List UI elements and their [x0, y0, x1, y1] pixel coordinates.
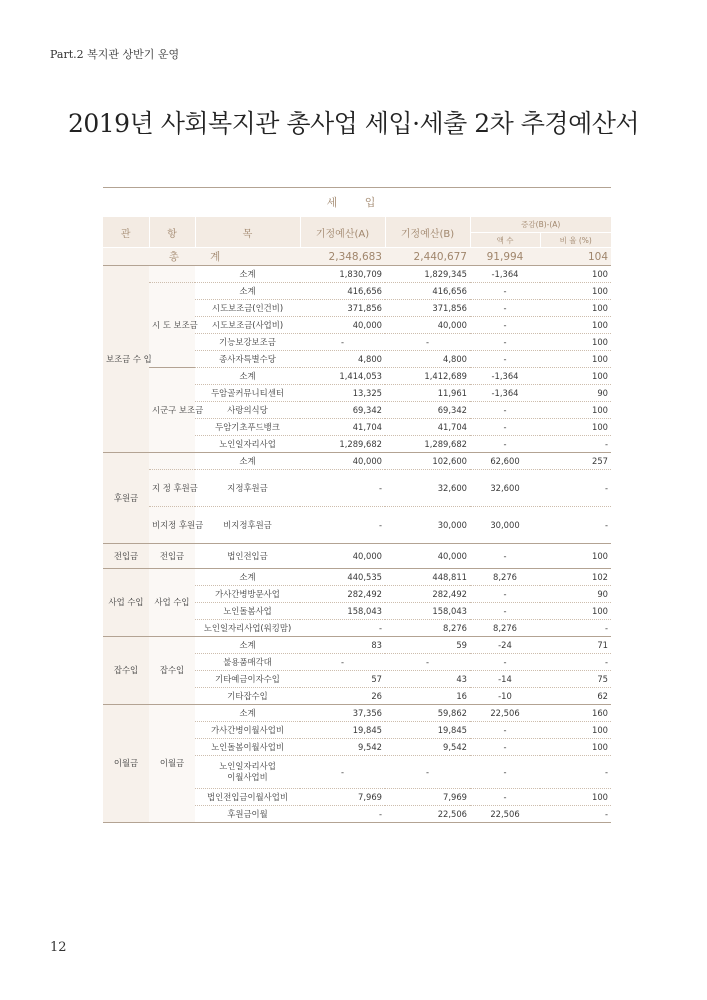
hang-cell: 잡수입	[149, 637, 195, 705]
hang-cell-empty	[149, 266, 195, 283]
diff-cell: -	[470, 300, 540, 317]
hang-cell: 시군구 보조금	[149, 368, 195, 453]
budget-table	[103, 217, 611, 823]
gwan-cell: 사업 수입	[103, 569, 149, 637]
mok-cell: 소계	[195, 453, 300, 470]
table-row	[103, 637, 611, 654]
prev-cell: 41,704	[300, 419, 385, 436]
ratio-cell: 100	[540, 789, 611, 806]
curr-cell: 102,600	[385, 453, 470, 470]
mok-cell: 불용품매각대	[195, 654, 300, 671]
mok-cell: 시도보조금(인건비)	[195, 300, 300, 317]
prev-cell: 9,542	[300, 739, 385, 756]
curr-cell: 30,000	[385, 507, 470, 544]
ratio-cell: -	[540, 507, 611, 544]
column-header-curr-budget: 기정예산(B)	[385, 217, 470, 248]
ratio-cell: 100	[540, 266, 611, 283]
ratio-cell: -	[540, 470, 611, 507]
ratio-cell: 160	[540, 705, 611, 722]
table-row	[103, 266, 611, 283]
diff-cell: -1,364	[470, 266, 540, 283]
page-number: 12	[50, 940, 67, 955]
total-row	[103, 248, 611, 266]
table-row	[103, 705, 611, 722]
curr-cell: 4,800	[385, 351, 470, 368]
mok-cell: 기타예금이자수입	[195, 671, 300, 688]
diff-cell: -	[470, 756, 540, 789]
column-header-prev-budget: 기정예산(A)	[300, 217, 385, 248]
curr-cell: 32,600	[385, 470, 470, 507]
diff-cell: -	[470, 654, 540, 671]
prev-cell: 40,000	[300, 544, 385, 569]
curr-cell: 11,961	[385, 385, 470, 402]
mok-cell: 노인돌봄이월사업비	[195, 739, 300, 756]
hang-cell: 이월금	[149, 705, 195, 823]
prev-cell: 158,043	[300, 603, 385, 620]
diff-cell: 62,600	[470, 453, 540, 470]
mok-cell: 비지정후원금	[195, 507, 300, 544]
page-title: 2019년 사회복지관 총사업 세입·세출 2차 추경예산서	[67, 109, 640, 138]
table-header-row	[103, 217, 611, 233]
prev-cell: 57	[300, 671, 385, 688]
mok-cell: 노인일자리사업(워킹맘)	[195, 620, 300, 637]
prev-cell: 440,535	[300, 569, 385, 586]
ratio-cell: -	[540, 806, 611, 823]
prev-cell: 416,656	[300, 283, 385, 300]
curr-cell: 40,000	[385, 317, 470, 334]
prev-cell: 13,325	[300, 385, 385, 402]
column-header-amount: 액 수	[470, 233, 540, 248]
curr-cell: 40,000	[385, 544, 470, 569]
ratio-cell: 62	[540, 688, 611, 705]
diff-cell: -	[470, 436, 540, 453]
table-row	[103, 368, 611, 385]
ratio-cell: 100	[540, 300, 611, 317]
gwan-cell: 잡수입	[103, 637, 149, 705]
prev-cell: 282,492	[300, 586, 385, 603]
mok-cell: 가사간병이월사업비	[195, 722, 300, 739]
prev-cell: 37,356	[300, 705, 385, 722]
prev-cell: 4,800	[300, 351, 385, 368]
mok-cell: 가사간병방문사업	[195, 586, 300, 603]
curr-cell: 43	[385, 671, 470, 688]
curr-cell: 69,342	[385, 402, 470, 419]
total-curr: 2,440,677	[385, 248, 470, 266]
gwan-cell: 후원금	[103, 453, 149, 544]
diff-cell: -14	[470, 671, 540, 688]
prev-cell: -	[300, 806, 385, 823]
ratio-cell: 90	[540, 586, 611, 603]
hang-cell: 지 정 후원금	[149, 470, 195, 507]
ratio-cell: 100	[540, 739, 611, 756]
gwan-cell: 전입금	[103, 544, 149, 569]
curr-cell: 1,412,689	[385, 368, 470, 385]
ratio-cell: -	[540, 756, 611, 789]
diff-cell: 32,600	[470, 470, 540, 507]
prev-cell: 1,289,682	[300, 436, 385, 453]
mok-cell: 노인일자리사업	[195, 436, 300, 453]
curr-cell: -	[385, 756, 470, 789]
diff-cell: 8,276	[470, 620, 540, 637]
diff-cell: -	[470, 603, 540, 620]
column-header-hang: 항	[149, 217, 195, 248]
mok-cell: 노인돌봄사업	[195, 603, 300, 620]
curr-cell: 8,276	[385, 620, 470, 637]
prev-cell: -	[300, 756, 385, 789]
gwan-cell: 보조금 수 입	[103, 266, 149, 453]
mok-cell: 기능보강보조금	[195, 334, 300, 351]
curr-cell: 41,704	[385, 419, 470, 436]
mok-cell: 법인전입금	[195, 544, 300, 569]
gwan-cell: 이월금	[103, 705, 149, 823]
column-header-ratio: 비 율 (%)	[540, 233, 611, 248]
prev-cell: -	[300, 654, 385, 671]
curr-cell: 59,862	[385, 705, 470, 722]
curr-cell: 19,845	[385, 722, 470, 739]
ratio-cell: -	[540, 436, 611, 453]
hang-cell: 전입금	[149, 544, 195, 569]
column-header-gwan: 관	[103, 217, 149, 248]
diff-cell: -	[470, 722, 540, 739]
mok-cell: 지정후원금	[195, 470, 300, 507]
column-header-diff: 증감(B)-(A)	[470, 217, 611, 233]
curr-cell: -	[385, 654, 470, 671]
curr-cell: 7,969	[385, 789, 470, 806]
curr-cell: 282,492	[385, 586, 470, 603]
ratio-cell: 100	[540, 317, 611, 334]
prev-cell: -	[300, 507, 385, 544]
curr-cell: 22,506	[385, 806, 470, 823]
prev-cell: 83	[300, 637, 385, 654]
prev-cell: 7,969	[300, 789, 385, 806]
total-ratio: 104	[540, 248, 611, 266]
prev-cell: 1,414,053	[300, 368, 385, 385]
table-row	[103, 544, 611, 569]
diff-cell: -	[470, 789, 540, 806]
curr-cell: -	[385, 334, 470, 351]
mok-cell: 소계	[195, 368, 300, 385]
ratio-cell: 100	[540, 544, 611, 569]
curr-cell: 1,829,345	[385, 266, 470, 283]
ratio-cell: 102	[540, 569, 611, 586]
mok-cell: 노인일자리사업 이월사업비	[195, 756, 300, 789]
hang-cell: 시 도 보조금	[149, 283, 195, 368]
diff-cell: -	[470, 317, 540, 334]
curr-cell: 59	[385, 637, 470, 654]
diff-cell: -	[470, 739, 540, 756]
hang-cell: 비지정 후원금	[149, 507, 195, 544]
section-title: 세 입	[103, 187, 611, 214]
ratio-cell: 100	[540, 283, 611, 300]
mok-cell: 법인전입금이월사업비	[195, 789, 300, 806]
prev-cell: 19,845	[300, 722, 385, 739]
diff-cell: -	[470, 544, 540, 569]
mok-cell: 두암골커뮤니티센터	[195, 385, 300, 402]
ratio-cell: 90	[540, 385, 611, 402]
prev-cell: 26	[300, 688, 385, 705]
ratio-cell: 100	[540, 722, 611, 739]
prev-cell: 40,000	[300, 453, 385, 470]
table-row	[103, 453, 611, 470]
ratio-cell: 100	[540, 603, 611, 620]
prev-cell: 371,856	[300, 300, 385, 317]
diff-cell: -	[470, 351, 540, 368]
curr-cell: 16	[385, 688, 470, 705]
diff-cell: -	[470, 402, 540, 419]
curr-cell: 448,811	[385, 569, 470, 586]
mok-cell: 소계	[195, 705, 300, 722]
ratio-cell: 100	[540, 368, 611, 385]
table-row	[103, 507, 611, 544]
ratio-cell: 100	[540, 402, 611, 419]
total-label: 총 계	[103, 248, 300, 266]
mok-cell: 사랑의식당	[195, 402, 300, 419]
running-head: Part.2 복지관 상반기 운영	[50, 48, 180, 61]
ratio-cell: 100	[540, 351, 611, 368]
diff-cell: 22,506	[470, 705, 540, 722]
mok-cell: 시도보조금(사업비)	[195, 317, 300, 334]
hang-cell-empty	[149, 453, 195, 470]
prev-cell: -	[300, 334, 385, 351]
diff-cell: 22,506	[470, 806, 540, 823]
total-prev: 2,348,683	[300, 248, 385, 266]
diff-cell: 8,276	[470, 569, 540, 586]
curr-cell: 371,856	[385, 300, 470, 317]
ratio-cell: -	[540, 620, 611, 637]
prev-cell: -	[300, 620, 385, 637]
prev-cell: 69,342	[300, 402, 385, 419]
table-row	[103, 283, 611, 300]
ratio-cell: 71	[540, 637, 611, 654]
diff-cell: -10	[470, 688, 540, 705]
hang-cell: 사업 수입	[149, 569, 195, 637]
mok-cell: 소계	[195, 283, 300, 300]
diff-cell: 30,000	[470, 507, 540, 544]
mok-cell: 두암기초푸드뱅크	[195, 419, 300, 436]
mok-cell: 소계	[195, 266, 300, 283]
mok-cell: 소계	[195, 569, 300, 586]
total-diff: 91,994	[470, 248, 540, 266]
mok-cell: 종사자특별수당	[195, 351, 300, 368]
ratio-cell: 257	[540, 453, 611, 470]
table-row	[103, 569, 611, 586]
prev-cell: 1,830,709	[300, 266, 385, 283]
diff-cell: -1,364	[470, 368, 540, 385]
diff-cell: -	[470, 419, 540, 436]
column-header-mok: 목	[195, 217, 300, 248]
prev-cell: 40,000	[300, 317, 385, 334]
diff-cell: -24	[470, 637, 540, 654]
table-row	[103, 470, 611, 507]
prev-cell: -	[300, 470, 385, 507]
curr-cell: 158,043	[385, 603, 470, 620]
ratio-cell: 100	[540, 419, 611, 436]
ratio-cell: 75	[540, 671, 611, 688]
diff-cell: -1,364	[470, 385, 540, 402]
diff-cell: -	[470, 334, 540, 351]
curr-cell: 416,656	[385, 283, 470, 300]
mok-cell: 후원금이월	[195, 806, 300, 823]
diff-cell: -	[470, 283, 540, 300]
curr-cell: 1,289,682	[385, 436, 470, 453]
curr-cell: 9,542	[385, 739, 470, 756]
ratio-cell: 100	[540, 334, 611, 351]
mok-cell: 소계	[195, 637, 300, 654]
diff-cell: -	[470, 586, 540, 603]
ratio-cell: -	[540, 654, 611, 671]
mok-cell: 기타잡수입	[195, 688, 300, 705]
